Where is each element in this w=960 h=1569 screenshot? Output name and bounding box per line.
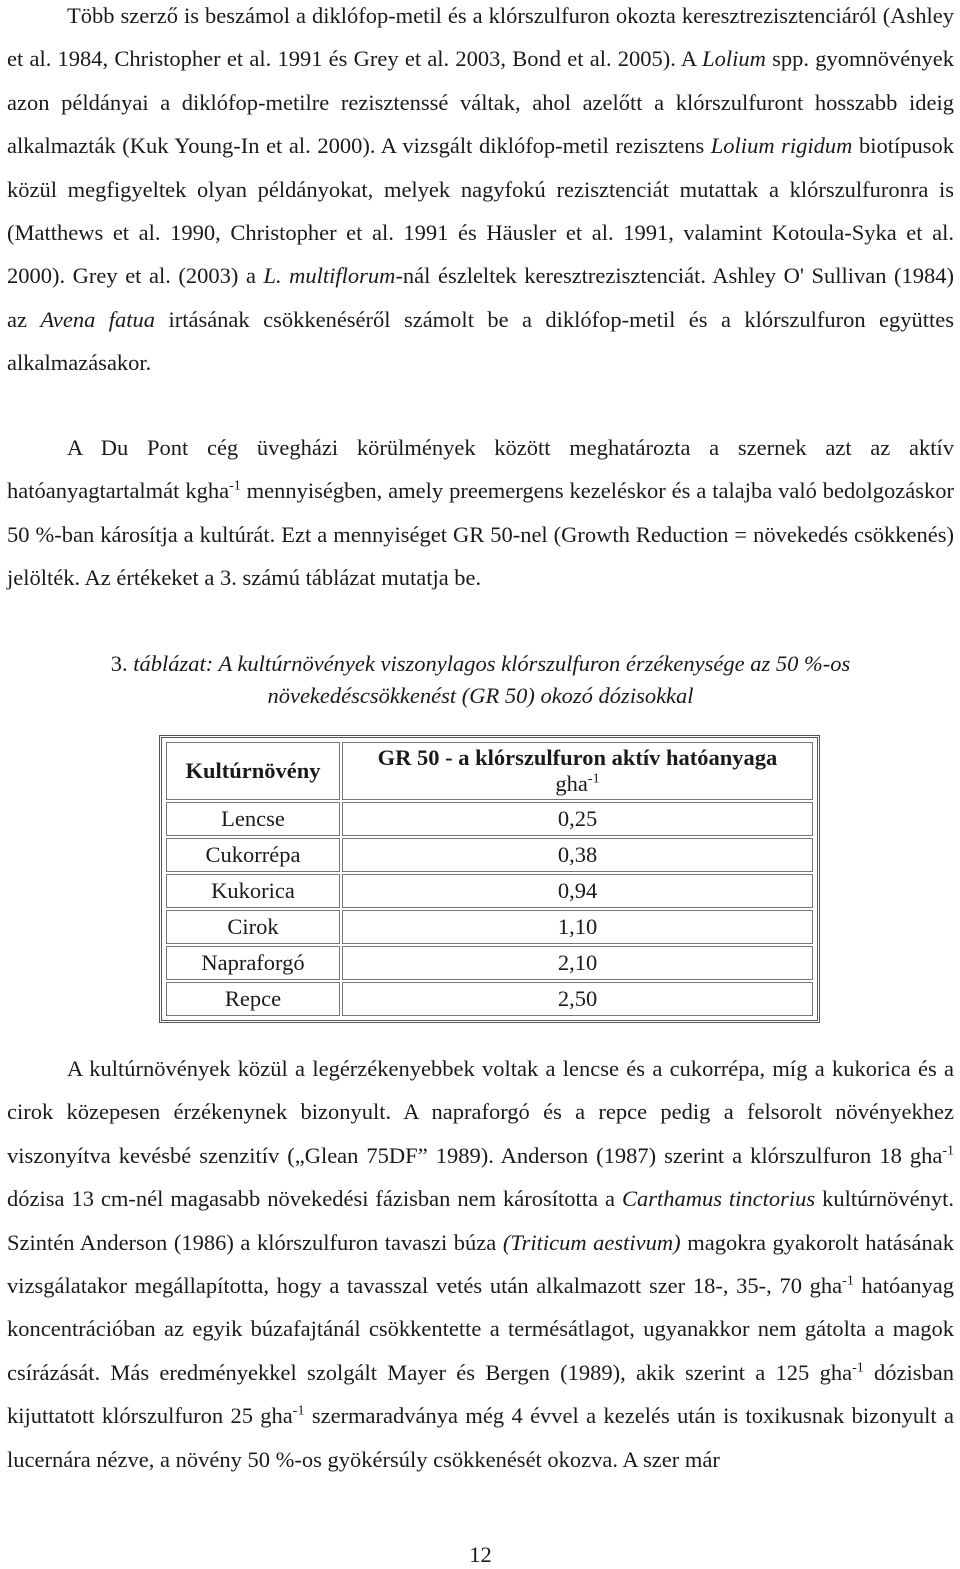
table-header-row	[166, 742, 813, 800]
sensitivity-table	[164, 740, 815, 1018]
cell-value: 2,10	[342, 946, 813, 980]
text-run: A kultúrnövények közül a legérzékenyebbek voltak a lencse és a cukorrépa, míg a kukorica és a cirok közepesen érzékenynek bizonyult. A napraforgó és a repce pedig a felsorolt növényekhez viszonyítva kevésbé szenzitív („Glean 75DF” 1989). Anderson (1987) szerint a klórszulfuron 18 gha	[7, 1056, 954, 1168]
cell-crop: Kukorica	[166, 874, 340, 908]
header-crop: Kultúrnövény	[166, 742, 340, 800]
superscript: -1	[842, 1273, 854, 1289]
table-row	[166, 946, 813, 980]
superscript: -1	[292, 1403, 305, 1419]
header-unit	[343, 771, 812, 797]
text-run: hatóanyag koncentrációban az egyik búzafajtánál csökkentette a termésátlagot, ugyanakkor nem gátolta a magok csírázását. Más eredményekkel szolgált Mayer és Bergen (1989), akik szerint a 125 gha	[7, 1273, 954, 1385]
table-caption	[7, 648, 954, 712]
cell-value: 0,38	[342, 838, 813, 872]
text-run: spp. gyomnövények azon példányai a diklófop-metilre rezisztenssé váltak, ahol azelőtt a klórszulfuront hosszabb ideig alkalmazták (Kuk Young-In et al. 2000). A vizsgált diklófop-metil rezisztens	[7, 46, 954, 159]
text-run: -nál észleltek keresztrezisztenciát. Ashley O' Sullivan (1984) az	[7, 263, 954, 332]
italic-text: Carthamus tinctorius	[621, 1186, 816, 1212]
superscript: -1	[942, 1143, 954, 1159]
text-run: magokra gyakorolt hatásának vizsgálatakor megállapította, hogy a tavasszal vetés után alkalmazott szer 18-, 35-, 70 gha	[7, 1229, 955, 1299]
text-run: biotípusok közül megfigyeltek olyan példányokat, melyek nagyfokú rezisztenciát mutattak a klórszulfuronra is (Matthews et al. 1990, Christopher et al. 1991 és Häusler et al. 1991, valamint Kotoula-Syka et al. 2000). Grey et al. (2003) a	[7, 133, 954, 289]
cell-value: 2,50	[342, 982, 813, 1016]
italic-text: L. multiflorum	[263, 263, 396, 289]
table-row	[166, 910, 813, 944]
cell-crop: Cukorrépa	[166, 838, 340, 872]
cell-value: 1,10	[342, 910, 813, 944]
header-unit-text: gha	[555, 771, 588, 796]
superscript: -1	[852, 1360, 864, 1376]
text-run: mennyiségben, amely preemergens kezeléskor és a talajba való bedolgozáskor 50 %-ban károsítja a kultúrát. Ezt a mennyiséget GR 50-nel (Growth Reduction = növekedés csökkenés) jelölték. Az értékeket a 3. számú táblázat mutatja be.	[7, 478, 954, 591]
text-run: A Du Pont cég üvegházi körülmények között meghatározta a szernek azt az aktív hatóanyagtartalmát kgha	[7, 435, 954, 504]
paragraph-3	[7, 1047, 954, 1481]
caption-line-1	[7, 648, 954, 680]
sensitivity-table-frame	[159, 735, 820, 1023]
header-value	[342, 742, 813, 800]
cell-crop: Napraforgó	[166, 946, 340, 980]
text-run: dózisa 13 cm-nél magasabb növekedési fázisban nem károsította a	[7, 1186, 622, 1212]
cell-crop: Cirok	[166, 910, 340, 944]
paragraph-2	[7, 426, 954, 600]
header-unit-sup: -1	[587, 771, 600, 787]
cell-crop: Repce	[166, 982, 340, 1016]
table-body	[166, 802, 813, 1016]
table-row	[166, 802, 813, 836]
header-value-text: GR 50 - a klórszulfuron aktív hatóanyaga	[377, 745, 778, 770]
caption-number: 3.	[110, 651, 128, 676]
cell-value: 0,94	[342, 874, 813, 908]
italic-text: Lolium	[702, 46, 766, 72]
text-run: irtásának csökkenéséről számolt be a diklófop-metil és a klórszulfuron együttes alkalmazásakor.	[7, 306, 954, 376]
caption-text-2: növekedéscsökkenést (GR 50) okozó dózisokkal	[267, 683, 694, 708]
italic-text: (Triticum aestivum)	[502, 1229, 681, 1255]
text-run: kultúrnövényt. Szintén Anderson (1986) a klórszulfuron tavaszi búza	[7, 1186, 954, 1255]
cell-crop: Lencse	[166, 802, 340, 836]
text-run: Több szerző is beszámol a diklófop-metil és a klórszulfuron okozta keresztrezisztenciáról (Ashley et al. 1984, Christopher et al. 1991 és Grey et al. 2003, Bond et al. 2005). A	[7, 3, 954, 72]
cell-value: 0,25	[342, 802, 813, 836]
caption-text-1: táblázat: A kultúrnövények viszonylagos klórszulfuron érzékenysége az 50 %-os	[133, 651, 851, 676]
text-run: szermaradványa még 4 évvel a kezelés után is toxikusnak bizonyult a lucernára nézve, a növény 50 %-os gyökérsúly csökkenését okozva. A szer már	[7, 1403, 954, 1472]
italic-text: Avena fatua	[40, 306, 156, 332]
superscript: -1	[229, 478, 241, 494]
page-number: 12	[469, 1542, 492, 1567]
table-row	[166, 838, 813, 872]
italic-text: Lolium rigidum	[710, 133, 853, 159]
paragraph-1	[7, 0, 954, 385]
table-row	[166, 982, 813, 1016]
table-row	[166, 874, 813, 908]
text-run: dózisban kijuttatott klórszulfuron 25 gha	[7, 1359, 954, 1429]
